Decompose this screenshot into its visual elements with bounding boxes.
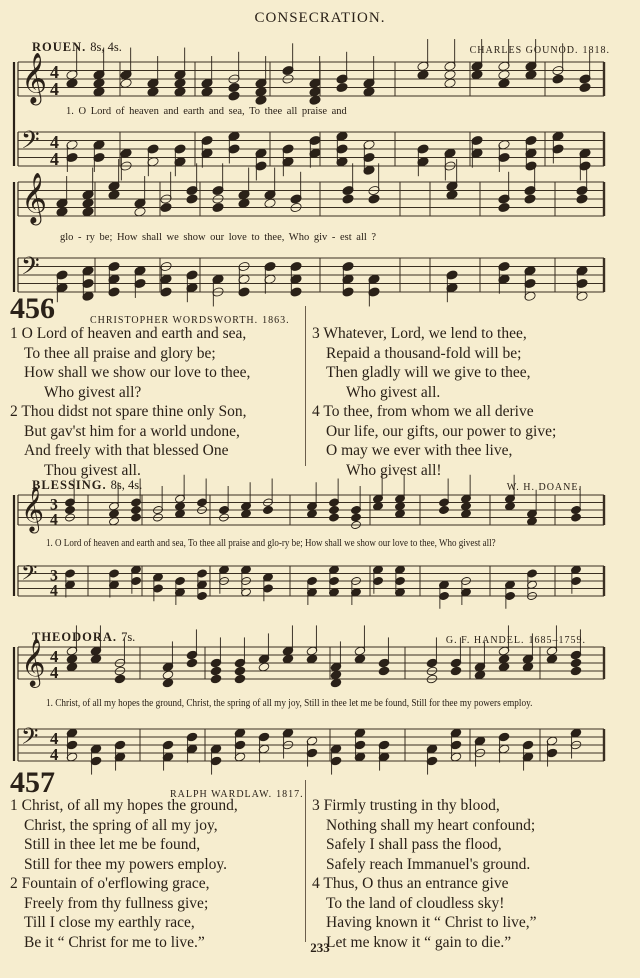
note-head (546, 654, 558, 664)
note-head (522, 662, 534, 672)
verse-line (10, 324, 250, 344)
verse-text: Safely I shall pass the flood, (326, 836, 502, 853)
verse-text: Thus, O thus an entrance give (323, 875, 509, 892)
note-head (571, 513, 582, 522)
note-head (570, 666, 582, 676)
note-head (175, 502, 186, 511)
author-name: CHRISTOPHER WORDSWORTH. (90, 315, 259, 326)
time-signature: 4 (50, 149, 59, 170)
note-head (131, 513, 142, 522)
verse-text: And freely with that blessed One (24, 442, 229, 459)
verse-text: Thou didst not spare thine only Son, (21, 403, 247, 420)
verse-text: Our life, our gifts, our power to give; (326, 422, 557, 440)
tune-meter: 8s, 4s. (90, 40, 122, 54)
verse-line (312, 835, 537, 855)
note-head (109, 517, 120, 526)
note-head (525, 69, 537, 80)
verse-line (312, 816, 537, 836)
time-signature: 3 (50, 496, 58, 514)
note-head (134, 206, 146, 217)
composer-name: CHARLES GOUNOD. (469, 45, 579, 56)
author-name: RALPH WARDLAW. (170, 789, 273, 800)
author-year: 1817. (276, 789, 304, 800)
note-head (66, 654, 78, 664)
note-head (82, 206, 94, 217)
note-head (395, 509, 406, 518)
note-head (461, 502, 472, 511)
verse-text: Repaid a thousand-fold will be; (326, 344, 522, 362)
time-signature: 4 (50, 132, 59, 153)
composer-name: G. F. HANDEL. (445, 635, 525, 646)
verse-number: 4 (312, 875, 320, 892)
page-header: CONSECRATION. (254, 10, 386, 26)
verse-text: To thee all praise and glory be; (24, 344, 216, 362)
verse-line (312, 874, 537, 894)
note-head (210, 674, 222, 684)
note-head (210, 666, 222, 676)
time-signature: 4 (50, 62, 59, 83)
note-head (450, 666, 462, 676)
verse-line (312, 344, 556, 364)
note-head (241, 509, 252, 518)
note-head (498, 662, 510, 672)
hymn-number-457: 457 (10, 766, 55, 799)
note-head (579, 82, 591, 93)
bass-clef: 𝄢 (21, 251, 40, 286)
verse-line (10, 441, 250, 461)
note-head (162, 678, 174, 688)
time-signature: 4 (50, 729, 59, 749)
verse-line (312, 441, 556, 461)
note-head (363, 86, 375, 97)
verse-text: O Lord of heaven and earth and sea, (21, 325, 247, 342)
verse-text: Still in thee let me be found, (24, 836, 201, 853)
note-head (186, 194, 198, 205)
hymn-456-left-verses (10, 324, 250, 480)
note-head (255, 95, 267, 106)
verse-line (312, 422, 556, 442)
blessing-lyrics: 1. O Lord of heaven and earth and sea, To thee all praise and glo-ry be; How shall we show our love to thee, Who givest all? (46, 538, 496, 549)
verse-line (10, 344, 250, 364)
verse-text: Let me know it “ gain to die.” (326, 933, 512, 951)
note-head (474, 670, 486, 680)
composer-year: 1685–1759. (528, 635, 586, 646)
treble-clef: 𝄞 (21, 172, 48, 224)
verse-line (10, 874, 238, 894)
bass-clef: 𝄢 (21, 125, 40, 160)
bass-clef: 𝄢 (21, 724, 39, 756)
note-head (82, 198, 94, 209)
note-head (336, 82, 348, 93)
note-head (56, 206, 68, 217)
verse-text: Nothing shall my heart confound; (326, 816, 536, 834)
note-head (93, 86, 105, 97)
hymn-457-left-verses (10, 796, 238, 952)
note-head (228, 91, 240, 102)
note-head (527, 517, 538, 526)
column-divider (305, 780, 306, 942)
verse-text: Fountain of o'erflowing grace, (21, 875, 210, 892)
note-head (90, 654, 102, 664)
verse-number: 3 (312, 325, 320, 342)
verse-number: 1 (10, 797, 18, 814)
verse-line (10, 402, 250, 422)
rouen-lyrics-line1: 1. O Lord of heaven and earth and sea, To thee all praise and (66, 106, 347, 117)
verse-text: O may we ever with thee live, (326, 442, 513, 459)
note-head (373, 502, 384, 511)
note-head (66, 662, 78, 672)
verse-line (312, 913, 537, 933)
verse-line (10, 816, 238, 836)
note-head (131, 505, 142, 514)
verse-line (312, 402, 556, 422)
note-head (330, 678, 342, 688)
column-divider (305, 306, 306, 466)
note-head (65, 505, 76, 514)
verse-line (10, 855, 238, 875)
treble-clef: 𝄞 (21, 487, 45, 532)
note-head (570, 658, 582, 668)
bass-clef: 𝄢 (21, 561, 38, 591)
note-head (330, 670, 342, 680)
note-head (498, 69, 510, 80)
verse-text: Then gladly will we give to thee, (326, 364, 531, 381)
verse-text: Freely from thy fullness give; (24, 894, 209, 912)
note-head (368, 194, 380, 205)
note-head (498, 202, 510, 213)
note-head (552, 74, 564, 85)
verse-text: Christ, of all my hopes the ground, (21, 797, 238, 814)
verse-number: 3 (312, 797, 320, 814)
verse-number: 2 (10, 403, 18, 420)
verse-text: Who givest all. (346, 383, 441, 401)
verse-line (10, 796, 238, 816)
verse-text: But gav'st him for a world undone, (24, 422, 240, 440)
time-signature: 4 (50, 79, 59, 100)
verse-text: Christ, the spring of all my joy, (24, 816, 218, 834)
time-signature: 4 (50, 745, 59, 765)
note-head (439, 505, 450, 514)
verse-number: 1 (10, 325, 18, 342)
note-head (395, 502, 406, 511)
note-head (238, 198, 250, 209)
note-head (524, 194, 536, 205)
note-head (444, 78, 456, 89)
verse-line (312, 855, 537, 875)
verse-number: 4 (312, 403, 320, 420)
note-head (505, 502, 516, 511)
note-head (212, 202, 224, 213)
treble-clef: 𝄞 (21, 52, 48, 104)
verse-number: 2 (10, 875, 18, 892)
note-head (329, 505, 340, 514)
tune-header-blessing (32, 476, 142, 494)
note-head (576, 194, 588, 205)
composer-year: 1818. (582, 45, 610, 56)
verse-text: Who givest all! (346, 461, 442, 479)
note-head (282, 654, 294, 664)
verse-text: Having known it “ Christ to live,” (326, 914, 537, 931)
note-head (175, 509, 186, 518)
note-head (160, 202, 172, 213)
theodora-lyrics: 1. Christ, of all my hopes the ground, Christ, the spring of all my joy, Still in thee let me be found, Still for thee my powers employ. (46, 698, 533, 709)
note-head (329, 513, 340, 522)
note-head (255, 86, 267, 97)
verse-line (312, 324, 556, 344)
note-head (93, 78, 105, 89)
note-head (444, 69, 456, 80)
note-head (498, 78, 510, 89)
note-head (174, 86, 186, 97)
note-head (234, 666, 246, 676)
tune-composer-theodora (446, 630, 586, 648)
note-head (263, 505, 274, 514)
verse-text: Whatever, Lord, we lend to thee, (323, 325, 527, 342)
note-head (264, 198, 276, 209)
time-signature: 4 (50, 511, 58, 529)
note-head (186, 658, 198, 668)
verse-line (10, 383, 250, 403)
tune-name: BLESSING. (32, 478, 107, 492)
note-head (114, 674, 126, 684)
verse-text: Thou givest all. (44, 461, 141, 479)
note-head (66, 78, 78, 89)
time-signature: 4 (50, 582, 58, 600)
verse-text: To thee, from whom we all derive (323, 403, 534, 420)
tune-composer-blessing (507, 477, 582, 495)
note-head (378, 666, 390, 676)
note-head (309, 86, 321, 97)
verse-line (10, 835, 238, 855)
note-head (498, 654, 510, 664)
rouen-lyrics-line2: glo - ry be; How shall we show our love to thee, Who giv - est all ? (60, 232, 377, 243)
verse-text: How shall we show our love to thee, (24, 364, 251, 381)
verse-text: Till I close my earthly race, (24, 914, 195, 931)
tune-name: THEODORA. (32, 630, 118, 644)
verse-text: Firmly trusting in thy blood, (323, 797, 500, 814)
note-head (342, 194, 354, 205)
verse-text: Safely reach Immanuel's ground. (326, 855, 531, 873)
verse-line (312, 383, 556, 403)
tune-header-rouen (32, 38, 122, 56)
verse-text: Who givest all? (44, 383, 142, 401)
verse-line (312, 363, 556, 383)
tune-composer-rouen (470, 40, 610, 58)
note-head (307, 509, 318, 518)
verse-line (312, 796, 537, 816)
tune-meter: 7s. (121, 630, 136, 644)
tune-name: ROUEN. (32, 40, 87, 54)
verse-text: Still for thee my powers employ. (24, 855, 228, 873)
note-head (354, 654, 366, 664)
author-year: 1863. (262, 315, 290, 326)
verse-line (10, 363, 250, 383)
note-head (309, 95, 321, 106)
tune-header-theodora (32, 628, 135, 646)
tune-meter: 8s, 4s. (110, 478, 143, 492)
note-head (120, 78, 132, 89)
note-head (461, 509, 472, 518)
treble-clef: 𝄞 (21, 636, 46, 686)
time-signature: 3 (50, 567, 58, 585)
verse-line (10, 894, 238, 914)
verse-text: To the land of cloudless sky! (326, 894, 505, 912)
note-head (306, 654, 318, 664)
note-head (234, 674, 246, 684)
note-head (471, 69, 483, 80)
note-head (162, 670, 174, 680)
composer-name: W. H. DOANE. (506, 482, 582, 493)
verse-line (10, 422, 250, 442)
note-head (258, 662, 270, 672)
note-head (351, 513, 362, 522)
note-head (108, 189, 120, 200)
hymn-number-456: 456 (10, 292, 55, 325)
time-signature: 4 (50, 663, 59, 683)
note-head (147, 86, 159, 97)
note-head (201, 86, 213, 97)
page-number: 233 (310, 940, 330, 955)
time-signature: 4 (50, 647, 59, 667)
note-head (109, 509, 120, 518)
note-head (228, 82, 240, 93)
verse-text: Be it “ Christ for me to live.” (24, 933, 205, 951)
verse-line (10, 913, 238, 933)
note-head (417, 69, 429, 80)
note-head (446, 189, 458, 200)
hymn-456-right-verses (312, 324, 556, 480)
note-head (174, 78, 186, 89)
verse-line (312, 894, 537, 914)
hymn-457-right-verses (312, 796, 537, 952)
